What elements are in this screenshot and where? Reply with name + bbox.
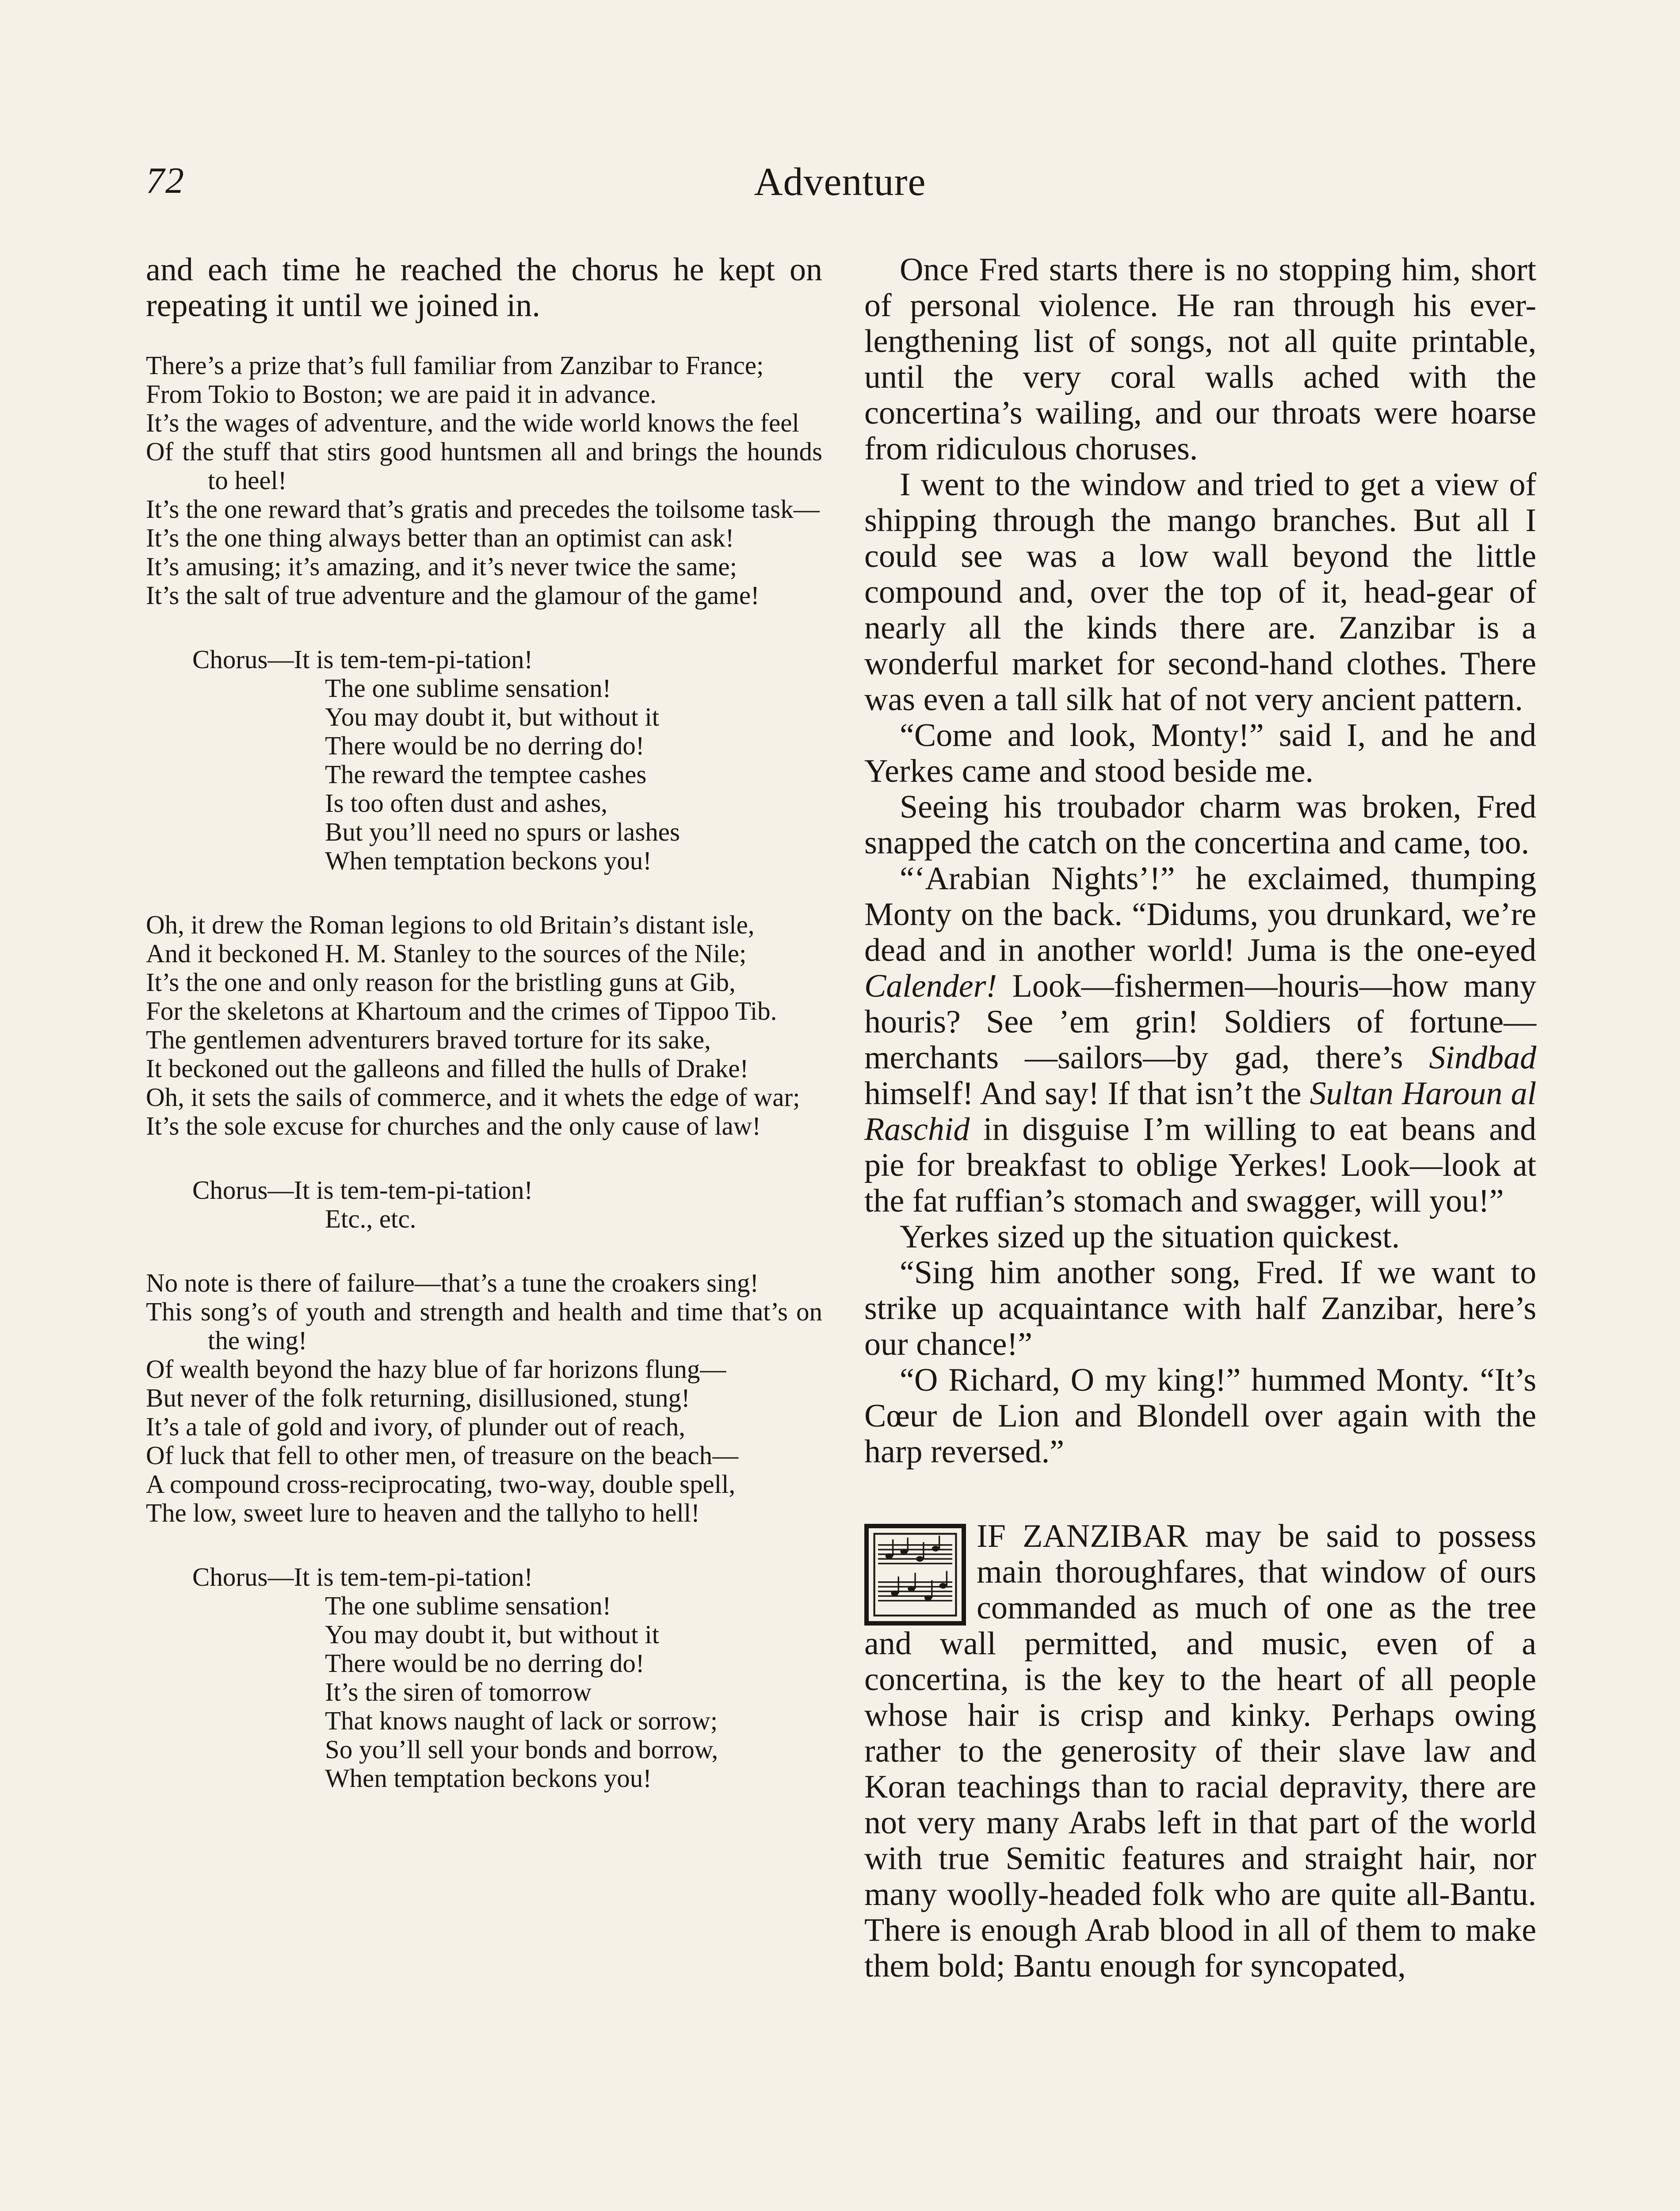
- song-chorus-3: [146, 1563, 822, 1793]
- verse-line: From Tokio to Boston; we are paid it in advance.: [146, 379, 657, 409]
- verse-line: It’s the wages of adventure, and the wide world knows the feel: [146, 408, 799, 437]
- text-run: in disguise I’m willing to eat beans and pie for breakfast to oblige Yerkes! Look—look at the fat ruffian’s stomach and swagger, will you!”: [864, 1111, 1536, 1219]
- verse-line: It beckoned out the galleons and filled the hulls of Drake!: [146, 1054, 749, 1083]
- verse-line: Oh, it drew the Roman legions to old Britain’s distant isle,: [146, 910, 755, 939]
- section-start: [864, 1519, 1536, 1984]
- verse-line: Of the stuff that stirs good huntsmen all and brings the hounds to heel!: [146, 437, 822, 495]
- text-run: himself! And say! If that isn’t the: [864, 1075, 1310, 1112]
- right-column: [864, 252, 1536, 1984]
- verse-line: It’s the one reward that’s gratis and precedes the toilsome task—: [146, 494, 820, 524]
- verse-line: It’s the one and only reason for the bristling guns at Gib,: [146, 968, 736, 997]
- verse-line: This song’s of youth and strength and health and time that’s on the wing!: [146, 1297, 822, 1355]
- paragraph: “Sing him another song, Fred. If we want to strike up acquaintance with half Zanzibar, here’s our chance!”: [864, 1255, 1536, 1362]
- chorus-line: When temptation beckons you!: [325, 846, 652, 875]
- verse-line: The gentlemen adventurers braved torture for its sake,: [146, 1025, 711, 1054]
- chorus-line: There would be no derring do!: [325, 731, 645, 760]
- verse-line: A compound cross-reciprocating, two-way, double spell,: [146, 1469, 736, 1499]
- verse-line: It’s the one thing always better than an optimist can ask!: [146, 523, 734, 552]
- verse-line: No note is there of failure—that’s a tune the croakers sing!: [146, 1268, 759, 1297]
- paragraph: “Come and look, Monty!” said I, and he and Yerkes came and stood beside me.: [864, 717, 1536, 789]
- section-opening-paragraph: IF ZANZIBAR may be said to possess main thoroughfares, that window of ours commanded as much of one as the tree and wall permitted, and music, even of a concertina, is the key to the heart of all people whose hair is crisp and kinky. Perhaps owing rather to the generosity of their slave law and Koran teachings than to racial depravity, there are not very many Arabs left in that part of the world with true Semitic features and straight hair, nor many woolly-headed folk who are quite all-Bantu. There is enough Arab blood in all of them to make them bold; Bantu enough for syncopated,: [864, 1518, 1536, 1984]
- verse-line: It’s the salt of true adventure and the glamour of the game!: [146, 581, 760, 610]
- music-score-icon: [864, 1524, 966, 1626]
- paragraph: [864, 861, 1536, 1219]
- left-column: [146, 252, 822, 1793]
- chorus-heading: Chorus—It is tem-tem-pi-tation!: [192, 1175, 533, 1205]
- paragraph: Seeing his troubador charm was broken, Fred snapped the catch on the concertina and came, too.: [864, 789, 1536, 861]
- italic-run: Sultan Haroun al Raschid: [864, 1075, 1536, 1148]
- song-stanza-3: [146, 1269, 822, 1527]
- chorus-line: It’s the siren of tomorrow: [325, 1677, 592, 1706]
- verse-line: It’s amusing; it’s amazing, and it’s never twice the same;: [146, 552, 737, 581]
- text-run: “‘Arabian Nights’!” he exclaimed, thumping Monty on the back. “Didums, you drunkard, we’re dead and in another world! Juma is the one-eyed: [864, 861, 1536, 968]
- chorus-line: You may doubt it, but without it: [325, 1620, 660, 1649]
- chorus-line: When temptation beckons you!: [325, 1763, 652, 1793]
- verse-line: Of wealth beyond the hazy blue of far horizons flung—: [146, 1354, 726, 1384]
- paragraph: Once Fred starts there is no stopping him, short of personal violence. He ran through his ever-lengthening list of songs, not all quite printable, until the very coral walls ached with the concertina’s wailing, and our throats were hoarse from ridiculous choruses.: [864, 252, 1536, 467]
- chorus-line: You may doubt it, but without it: [325, 702, 660, 731]
- italic-run: Calender!: [864, 968, 997, 1004]
- chorus-line: The one sublime sensation!: [325, 1591, 611, 1620]
- song-chorus-2: [146, 1176, 822, 1233]
- verse-line: It’s a tale of gold and ivory, of plunder out of reach,: [146, 1412, 686, 1441]
- chorus-line: But you’ll need no spurs or lashes: [325, 817, 680, 846]
- song-stanza-2: [146, 910, 822, 1140]
- verse-line: The low, sweet lure to heaven and the tallyho to hell!: [146, 1498, 700, 1527]
- chorus-line: Is too often dust and ashes,: [325, 788, 608, 818]
- paragraph: I went to the window and tried to get a view of shipping through the mango branches. But all I could see was a low wall beyond the little compound and, over the top of it, head-gear of nearly all the kinds there are. Zanzibar is a wonderful market for second-hand clothes. There was even a tall silk hat of not very ancient pattern.: [864, 467, 1536, 718]
- text-run: Look—fishermen—houris—how many houris? See ’em grin! Soldiers of fortune—merchants —sailors—by gad, there’s: [864, 968, 1536, 1076]
- verse-line: And it beckoned H. M. Stanley to the sources of the Nile;: [146, 939, 747, 968]
- paragraph: “O Richard, O my king!” hummed Monty. “It’s Cœur de Lion and Blondell over again with the harp reversed.”: [864, 1362, 1536, 1470]
- verse-line: There’s a prize that’s full familiar from Zanzibar to France;: [146, 351, 764, 380]
- italic-run: Sindbad: [1429, 1040, 1536, 1076]
- chorus-line: Etc., etc.: [325, 1204, 416, 1233]
- song-chorus-1: [146, 645, 822, 875]
- chorus-line: So you’ll sell your bonds and borrow,: [325, 1735, 718, 1764]
- page-title: Adventure: [754, 160, 926, 204]
- chorus-line: The reward the temptee cashes: [325, 760, 647, 789]
- song-stanza-1: [146, 351, 822, 610]
- page-number: 72: [146, 160, 185, 201]
- chorus-heading: Chorus—It is tem-tem-pi-tation!: [192, 1562, 533, 1591]
- verse-line: It’s the sole excuse for churches and the only cause of law!: [146, 1111, 761, 1140]
- chorus-line: That knows naught of lack or sorrow;: [325, 1706, 718, 1735]
- intro-paragraph: and each time he reached the chorus he kept on repeating it until we joined in.: [146, 252, 822, 324]
- verse-line: Oh, it sets the sails of commerce, and it whets the edge of war;: [146, 1083, 800, 1112]
- verse-line: For the skeletons at Khartoum and the crimes of Tippoo Tib.: [146, 996, 777, 1025]
- paragraph: Yerkes sized up the situation quickest.: [900, 1219, 1400, 1255]
- verse-line: But never of the folk returning, disillusioned, stung!: [146, 1383, 690, 1412]
- chorus-heading: Chorus—It is tem-tem-pi-tation!: [192, 645, 533, 674]
- verse-line: Of luck that fell to other men, of treasure on the beach—: [146, 1441, 739, 1470]
- chorus-line: The one sublime sensation!: [325, 673, 611, 703]
- chorus-line: There would be no derring do!: [325, 1649, 645, 1678]
